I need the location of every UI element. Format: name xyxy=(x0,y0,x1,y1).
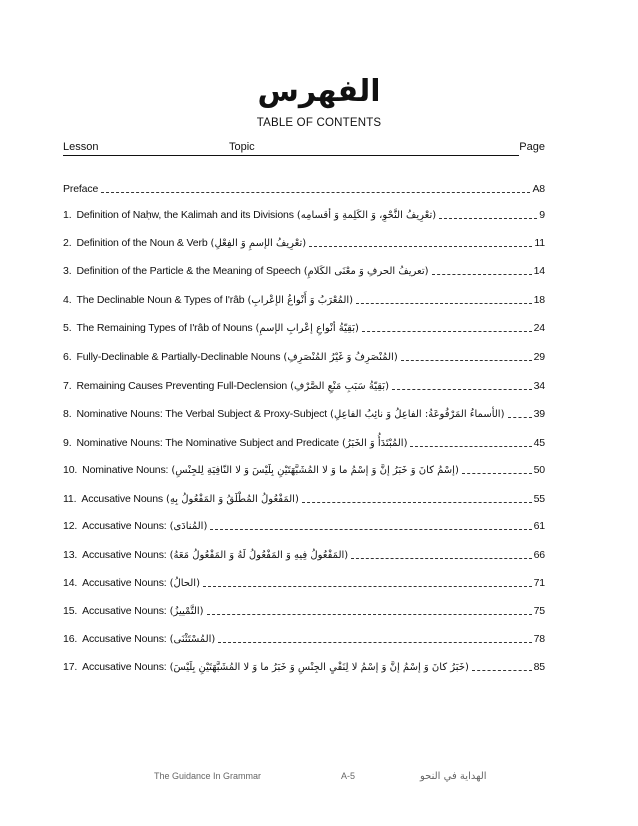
toc-row-title: Definition of the Noun & Verb xyxy=(76,237,208,249)
toc-row-arabic-title: (تعْرِيفُ الإسمِ وَ الفِعْلِ) xyxy=(210,238,307,249)
toc-row-number: 15. xyxy=(63,605,78,617)
toc-row-title: Definition of the Particle & the Meaning of Speech xyxy=(76,265,301,277)
header-underline xyxy=(63,155,519,156)
toc-row-arabic-title: (المُنْصَرِفُ وَ غَيْرُ المُنْصَرِفِ) xyxy=(283,352,398,363)
toc-row-arabic-title: (المَفْعُولُ المُطْلَقُ وَ المَفْعُولُ بِهِ) xyxy=(166,494,299,505)
toc-row-arabic-title: (التَّمْييزُ) xyxy=(169,606,204,617)
toc-row-page: 61 xyxy=(533,520,545,532)
toc-row-page: A8 xyxy=(532,183,545,195)
column-page: Page xyxy=(519,141,545,153)
toc-row-page: 50 xyxy=(533,464,545,476)
toc-row xyxy=(63,233,545,249)
toc-row-leader xyxy=(101,191,530,193)
toc-row-arabic-title: (المُعْرَبُ وَ أَنْواعُ الإعْرابِ) xyxy=(247,295,354,306)
toc-row-title: Fully-Declinable & Partially-Declinable Nouns xyxy=(76,351,281,363)
toc-row-title: Nominative Nouns: xyxy=(82,464,169,476)
toc-row-leader xyxy=(356,302,532,304)
toc-row-leader xyxy=(392,388,532,390)
toc-row xyxy=(63,601,545,617)
toc-row-page: 29 xyxy=(533,351,545,363)
toc-row-number: 12. xyxy=(63,520,78,532)
toc-row xyxy=(63,433,545,449)
toc-row-leader xyxy=(218,641,531,643)
toc-row xyxy=(63,404,545,420)
toc-row-page: 71 xyxy=(533,577,545,589)
toc-row-page: 34 xyxy=(533,380,545,392)
toc-row-leader xyxy=(207,613,532,615)
toc-row-number: 17. xyxy=(63,661,78,673)
footer-page-number: A-5 xyxy=(341,771,356,781)
toc-row xyxy=(63,573,545,589)
toc-row-title: Accusative Nouns xyxy=(81,493,164,505)
toc-row-number: 10. xyxy=(63,464,78,476)
toc-row-page: 66 xyxy=(533,549,545,561)
toc-row-arabic-title: (المَفْعُولُ فِيهِ وَ المَفْعُولُ لَهُ وَ المَفْعُولُ مَعَهُ) xyxy=(169,550,349,561)
toc-row-number: 4. xyxy=(63,294,72,306)
toc-row-leader xyxy=(462,472,532,474)
toc-row-title: Accusative Nouns: xyxy=(82,549,167,561)
toc-row xyxy=(63,516,545,532)
toc-row-page: 55 xyxy=(533,493,545,505)
toc-row xyxy=(63,261,545,277)
toc-row-arabic-title: (إسْمُ كانَ وَ خَبَرُ إنَّ وَ إسْمُ ما وَ لا المُشَبَّهَتَيْنِ بِلَيْسَ وَ لا النّافِيَةِ لِلجِنْسِ) xyxy=(171,465,459,476)
toc-row-title: Remaining Causes Preventing Full-Declension xyxy=(76,380,288,392)
toc-row-number: 13. xyxy=(63,549,78,561)
toc-row-page: 24 xyxy=(533,322,545,334)
toc-row-number: 8. xyxy=(63,408,72,420)
toc-row xyxy=(63,489,545,505)
toc-row-arabic-title: (الحالُ) xyxy=(169,578,200,589)
toc-row-arabic-title: (الأسماءُ المَرْفُوعَةُ: الفاعِلُ وَ نائِبُ الفاعِلِ) xyxy=(330,409,505,420)
toc-row xyxy=(63,545,545,561)
toc-row-title: Definition of Naḥw, the Kalimah and its Divisions xyxy=(76,209,294,221)
toc-row-page: 78 xyxy=(533,633,545,645)
toc-row-page: 14 xyxy=(533,265,545,277)
toc-row-number: 6. xyxy=(63,351,72,363)
toc-row-title: Nominative Nouns: The Verbal Subject & Proxy-Subject xyxy=(76,408,328,420)
toc-row xyxy=(63,179,545,195)
toc-row-page: 9 xyxy=(539,209,545,221)
toc-row-number: 7. xyxy=(63,380,72,392)
toc-row xyxy=(63,290,545,306)
toc-row-title: Preface xyxy=(63,183,99,195)
toc-row-number: 14. xyxy=(63,577,78,589)
column-topic: Topic xyxy=(229,141,255,153)
toc-row-leader xyxy=(472,669,532,671)
toc-row-number: 16. xyxy=(63,633,78,645)
page-title-arabic: الفهرس xyxy=(257,74,381,109)
toc-row-title: Accusative Nouns: xyxy=(82,520,167,532)
toc-row-number: 11. xyxy=(63,493,77,505)
toc-row xyxy=(63,629,545,645)
toc-row xyxy=(63,347,545,363)
toc-row-page: 39 xyxy=(533,408,545,420)
toc-row-title: Accusative Nouns: xyxy=(82,661,167,673)
toc-row-leader xyxy=(309,245,532,247)
toc-row-leader xyxy=(401,359,532,361)
toc-row-leader xyxy=(302,501,532,503)
toc-row-arabic-title: (المُسْتَثْنَى) xyxy=(169,634,216,645)
toc-row-title: The Declinable Noun & Types of I'râb xyxy=(76,294,245,306)
toc-row-page: 85 xyxy=(533,661,545,673)
toc-row-page: 45 xyxy=(533,437,545,449)
footer-arabic-title: الهداية في النحو xyxy=(420,771,487,782)
toc-row-title: Accusative Nouns: xyxy=(82,633,167,645)
column-lesson: Lesson xyxy=(63,141,99,153)
toc-row-arabic-title: (تعريفُ الحرفِ وَ معْنَى الكَلامِ) xyxy=(303,266,429,277)
toc-row-leader xyxy=(210,528,531,530)
toc-row-number: 1. xyxy=(63,209,72,221)
toc-row-arabic-title: (المُبْتَدَأُ وَ الخَبَرُ) xyxy=(342,438,408,449)
toc-row-number: 9. xyxy=(63,437,72,449)
toc-row-arabic-title: (المُنادَى) xyxy=(169,521,208,532)
toc-row-number: 2. xyxy=(63,237,72,249)
toc-row-arabic-title: (بَقِيّةُ أنْواعِ إعْرابِ الإسمِ) xyxy=(255,323,359,334)
toc-row-arabic-title: (خَبَرُ كانَ وَ إسْمُ إنَّ وَ إسْمُ لا لِنَفْيِ الجِنْسِ وَ خَبَرُ ما وَ لا المُشَبَّهَتَيْنِ بِلَيْسَ) xyxy=(169,662,469,673)
toc-row xyxy=(63,657,545,673)
toc-row-leader xyxy=(432,273,532,275)
toc-row-leader xyxy=(203,585,532,587)
toc-row-leader xyxy=(508,416,532,418)
toc-row xyxy=(63,376,545,392)
toc-row-arabic-title: (تعْرِيفُ النَّحْوِ، وَ الكَلِمةِ وَ أقسامِه) xyxy=(296,210,437,221)
toc-row-page: 75 xyxy=(533,605,545,617)
toc-row-title: The Remaining Types of I'râb of Nouns xyxy=(76,322,253,334)
toc-row-number: 3. xyxy=(63,265,72,277)
toc-row-title: Accusative Nouns: xyxy=(82,605,167,617)
toc-row-title: Nominative Nouns: The Nominative Subject and Predicate xyxy=(76,437,339,449)
toc-heading: TABLE OF CONTENTS xyxy=(256,117,382,129)
toc-row-leader xyxy=(351,557,531,559)
toc-row xyxy=(63,205,545,221)
toc-row-arabic-title: (بَقِيّةُ سَبَبِ مَنْعِ الصَّرْفِ) xyxy=(290,381,389,392)
toc-row-leader xyxy=(410,445,531,447)
toc-row xyxy=(63,460,545,476)
footer-book-title: The Guidance In Grammar xyxy=(154,771,262,781)
toc-row-leader xyxy=(439,217,537,219)
toc-row-leader xyxy=(362,330,532,332)
toc-row-page: 11 xyxy=(534,237,545,249)
toc-row xyxy=(63,318,545,334)
column-header xyxy=(63,141,545,155)
toc-row-page: 18 xyxy=(533,294,545,306)
toc-row-title: Accusative Nouns: xyxy=(82,577,167,589)
toc-row-number: 5. xyxy=(63,322,72,334)
